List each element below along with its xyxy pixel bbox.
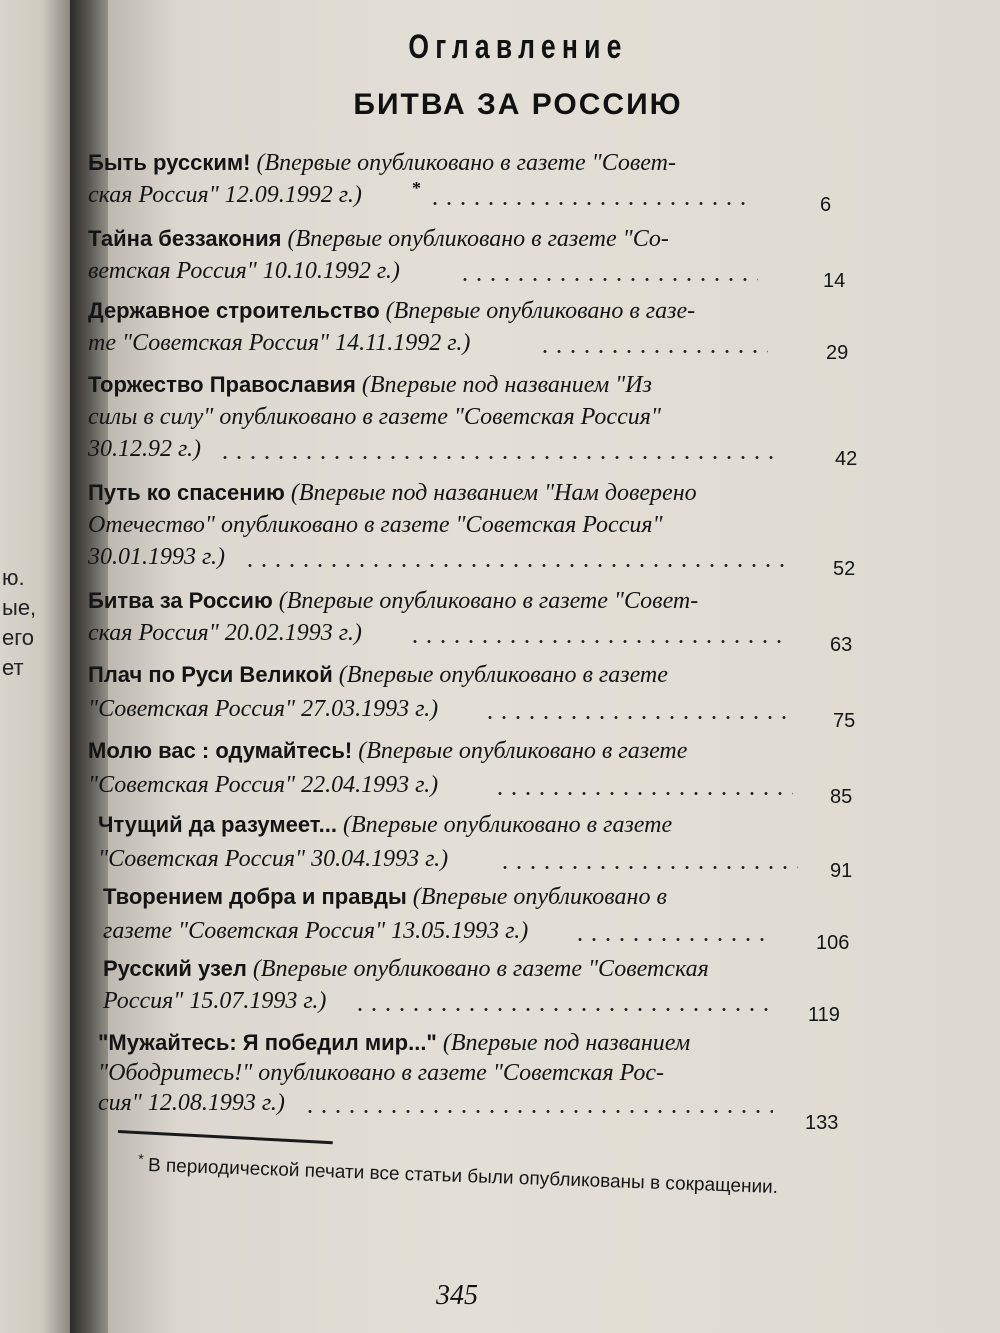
toc-entry-title: Творением добра и правды — [103, 884, 407, 909]
toc-page-number: 52 — [833, 558, 856, 580]
toc-page-number: 63 — [830, 634, 853, 656]
section-title: БИТВА ЗА РОССИЮ — [353, 88, 683, 121]
toc-entry-desc: (Впервые опубликовано в — [412, 884, 667, 910]
toc-entry-desc: ветская Россия" 10.10.1992 г.) — [88, 258, 400, 284]
toc-entry-desc: (Впервые опубликовано в газете "Совет- — [256, 150, 676, 176]
leader-dots — [428, 202, 748, 205]
toc-entry-desc: газете "Советская Россия" 13.05.1993 г.) — [103, 918, 529, 944]
leader-dots — [493, 792, 793, 795]
toc-entry-title: Битва за Россию — [88, 588, 273, 613]
leader-dots — [483, 716, 793, 719]
leader-dots — [538, 350, 768, 353]
toc-entry-title: "Мужайтесь: Я победил мир..." — [98, 1030, 437, 1055]
toc-entry-title: Русский узел — [103, 956, 247, 981]
toc-entry-title: Быть русским! — [88, 150, 251, 175]
toc-entry-desc: (Впервые опубликовано в газете "Советская — [252, 956, 709, 982]
toc-entry-desc: силы в силу" опубликовано в газете "Советская Россия" — [88, 404, 661, 430]
toc-page-number: 119 — [808, 1004, 840, 1026]
toc-entry-desc: ская Россия" 12.09.1992 г.) — [88, 182, 362, 208]
toc-entry-desc: (Впервые под названием "Нам доверено — [290, 480, 697, 506]
left-page-fragment: его — [2, 625, 35, 650]
toc-page-number: 106 — [816, 932, 850, 954]
toc-entry-desc: (Впервые опубликовано в газете — [342, 812, 673, 838]
toc-page-number: 29 — [826, 342, 849, 364]
toc-page-number: 6 — [820, 194, 832, 216]
left-page-fragment: ю. — [2, 565, 25, 590]
toc-entry-title: Чтущий да разумеет... — [98, 812, 337, 837]
footnote-rule — [118, 1130, 333, 1144]
toc-entry-desc: "Советская Россия" 30.04.1993 г.) — [98, 846, 449, 872]
toc-entry-title: Тайна беззакония — [88, 226, 282, 251]
toc-entry-desc: Россия" 15.07.1993 г.) — [103, 988, 327, 1014]
toc-entry-desc: (Впервые опубликовано в газе- — [385, 298, 696, 324]
toc-entry-title: Путь ко спасению — [88, 480, 285, 505]
toc-entry-desc: 30.12.92 г.) — [88, 436, 202, 462]
footnote-marker: * — [412, 178, 421, 198]
toc-entry-desc: Отечество" опубликовано в газете "Советская Россия" — [88, 512, 663, 538]
left-page-fragment: ые, — [2, 595, 37, 620]
toc-page-number: 85 — [830, 786, 853, 808]
toc-entry-desc: "Ободритесь!" опубликовано в газете "Советская Рос- — [98, 1060, 665, 1086]
footnote — [137, 1150, 779, 1199]
toc-page-number: 133 — [805, 1112, 839, 1134]
leader-dots — [498, 866, 798, 869]
toc-entry-desc: "Советская Россия" 27.03.1993 г.) — [88, 696, 439, 722]
left-page-edge — [0, 0, 70, 1333]
toc-page-number: 42 — [835, 448, 858, 470]
leader-dots — [573, 938, 773, 941]
toc-entry-desc: ская Россия" 20.02.1993 г.) — [88, 620, 362, 646]
toc-entry-desc: (Впервые опубликовано в газете — [358, 738, 688, 764]
book-page — [88, 0, 1000, 1333]
toc-page-number: 14 — [823, 270, 846, 292]
toc-entry-desc: (Впервые под названием "Из — [361, 372, 652, 398]
toc-entry-desc: "Советская Россия" 22.04.1993 г.) — [88, 772, 439, 798]
toc-entry-desc: (Впервые опубликовано в газете — [338, 662, 668, 688]
footnote-mark: * — [137, 1150, 144, 1167]
leader-dots — [458, 278, 758, 281]
toc-entry-title: Державное строительство — [88, 298, 380, 323]
toc-entry-desc: 30.01.1993 г.) — [88, 544, 226, 570]
toc-entry-title: Плач по Руси Великой — [88, 662, 333, 687]
toc-entry-desc: те "Советская Россия" 14.11.1992 г.) — [88, 330, 471, 356]
footnote-text: В периодической печати все статьи были опубликованы в сокращении. — [147, 1155, 779, 1198]
leader-dots — [303, 1110, 773, 1113]
leader-dots — [408, 640, 788, 643]
toc-entry-title: Молю вас : одумайтесь! — [88, 738, 353, 763]
toc-entry-desc: (Впервые опубликовано в газете "Со- — [287, 226, 669, 252]
leader-dots — [353, 1008, 773, 1011]
toc-page-number: 75 — [833, 710, 856, 732]
toc-entry-desc: (Впервые опубликовано в газете "Совет- — [278, 588, 699, 614]
toc-entry-title: Торжество Православия — [88, 372, 356, 397]
page-number: 345 — [436, 1280, 478, 1311]
page-heading: Оглавление — [408, 28, 628, 66]
leader-dots — [218, 456, 778, 459]
toc-page-number: 91 — [830, 860, 853, 882]
leader-dots — [243, 564, 788, 567]
left-page-fragment: ет — [2, 655, 24, 680]
toc-entry-desc: сия" 12.08.1993 г.) — [98, 1090, 285, 1116]
toc-entry-desc: (Впервые под названием — [442, 1030, 691, 1056]
